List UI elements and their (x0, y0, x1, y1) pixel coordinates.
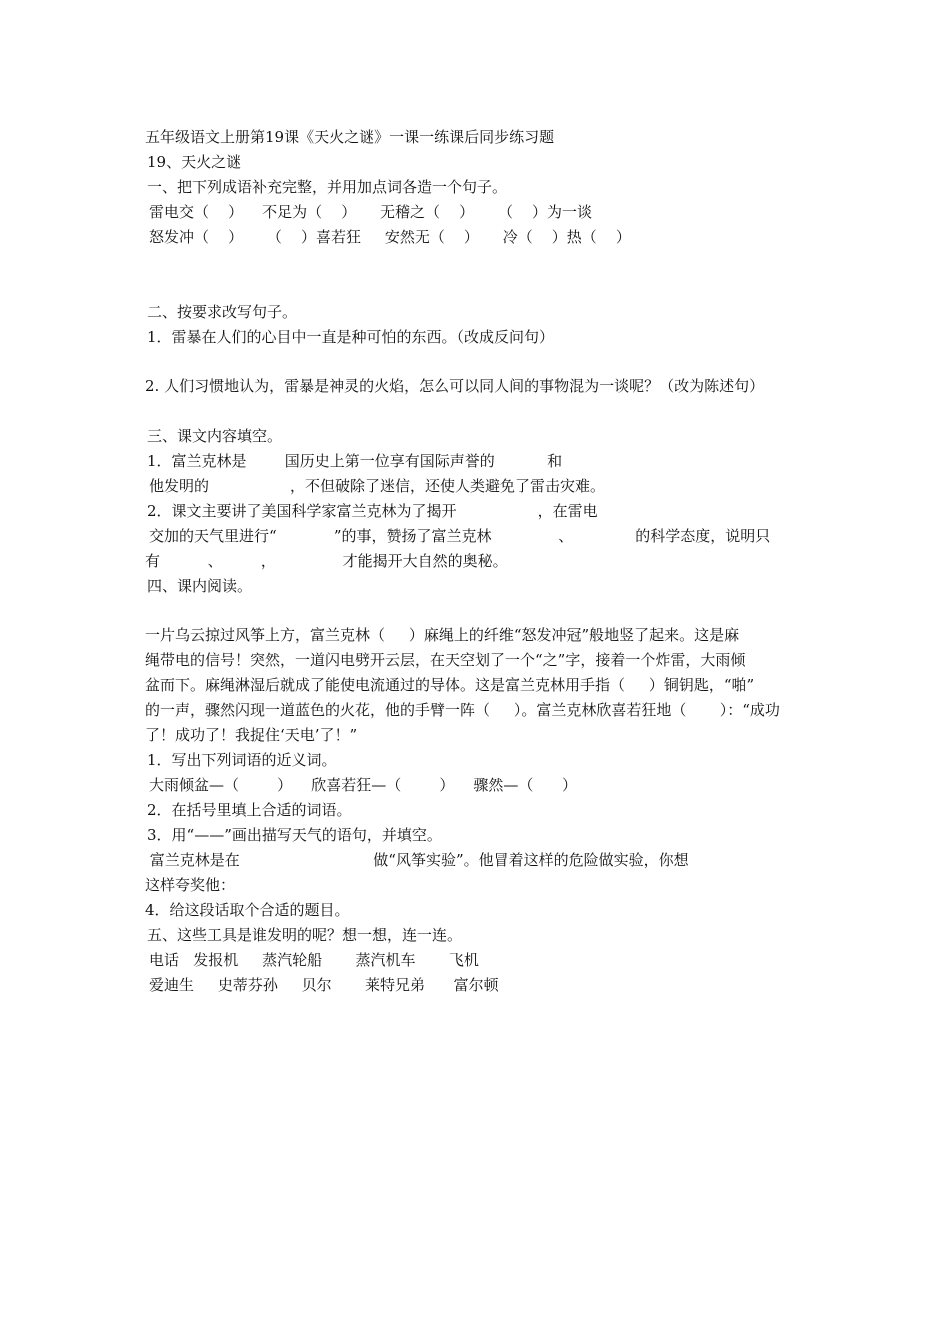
fill-question-1-line-2: 他发明的 ，不但破除了迷信，还使人类避免了雷击灾难。 (149, 477, 606, 495)
reading-question-1: 1．写出下列词语的近义词。 (147, 751, 337, 769)
passage-line-2: 绳带电的信号！突然，一道闪电劈开云层，在天空划了一个“之”字，接着一个炸雷，大雨倾 (145, 651, 746, 669)
section4-heading: 四、课内阅读。 (147, 577, 253, 595)
section1-heading: 一、把下列成语补充完整，并用加点词各造一个句子。 (147, 178, 508, 196)
fill-question-2-line-3: 有 、 ， 才能揭开大自然的奥秘。 (145, 552, 508, 570)
reading-question-3-line-1: 富兰克林是在 做“风筝实验”。他冒着这样的危险做实验，你想 (145, 851, 689, 869)
passage-line-3: 盆而下。麻绳淋湿后就成了能使电流通过的导体。这是富兰克林用手指（ ）铜钥匙，“啪” (145, 676, 755, 694)
rewrite-question-2: 2. 人们习惯地认为，雷暴是神灵的火焰，怎么可以同人间的事物混为一谈呢？（改为陈述句） (145, 377, 765, 395)
fill-question-2-line-2: 交加的天气里进行“ ”的事，赞扬了富兰克林 、 的科学态度，说明只 (149, 527, 771, 545)
inventors-row: 爱迪生 史蒂芬孙 贝尔 莱特兄弟 富尔顿 (149, 976, 499, 994)
reading-question-2: 2．在括号里填上合适的词语。 (147, 801, 352, 819)
idiom-row-1: 雷电交（ ） 不足为（ ） 无稽之（ ） （ ）为一谈 (149, 203, 593, 221)
section5-heading: 五、这些工具是谁发明的呢？想一想，连一连。 (147, 926, 463, 944)
rewrite-question-1: 1．雷暴在人们的心目中一直是种可怕的东西。（改成反问句） (147, 328, 555, 346)
fill-question-1-line-1: 1．富兰克林是 国历史上第一位享有国际声誉的 和 (147, 452, 563, 470)
lesson-heading: 19、天火之谜 (147, 153, 242, 171)
reading-question-4: 4．给这段话取个合适的题目。 (145, 901, 350, 919)
fill-question-2-line-1: 2．课文主要讲了美国科学家富兰克林为了揭开 ，在雷电 (147, 502, 598, 520)
document-title: 五年级语文上册第19课《天火之谜》一课一练课后同步练习题 (145, 128, 555, 146)
section2-heading: 二、按要求改写句子。 (147, 303, 298, 321)
passage-line-1: 一片乌云掠过风筝上方，富兰克林（ ）麻绳上的纤维“怒发冲冠”般地竖了起来。这是麻 (145, 626, 740, 644)
passage-line-4: 的一声，骤然闪现一道蓝色的火花，他的手臂一阵（ ）。富兰克林欣喜若狂地（ ）：“成功 (145, 701, 780, 719)
passage-line-5: 了！成功了！我捉住‘天电’了！” (145, 726, 358, 744)
reading-question-3: 3．用“——”画出描写天气的语句，并填空。 (147, 826, 442, 844)
idiom-row-2: 怒发冲（ ） （ ）喜若狂 安然无（ ） 冷（ ）热（ ） (149, 228, 631, 246)
reading-question-3-line-2: 这样夸奖他： (145, 876, 236, 894)
section3-heading: 三、课文内容填空。 (147, 427, 283, 445)
synonym-words: 大雨倾盆—（ ） 欣喜若狂—（ ） 骤然—（ ） (149, 776, 578, 794)
inventions-row: 电话 发报机 蒸汽轮船 蒸汽机车 飞机 (149, 951, 479, 969)
